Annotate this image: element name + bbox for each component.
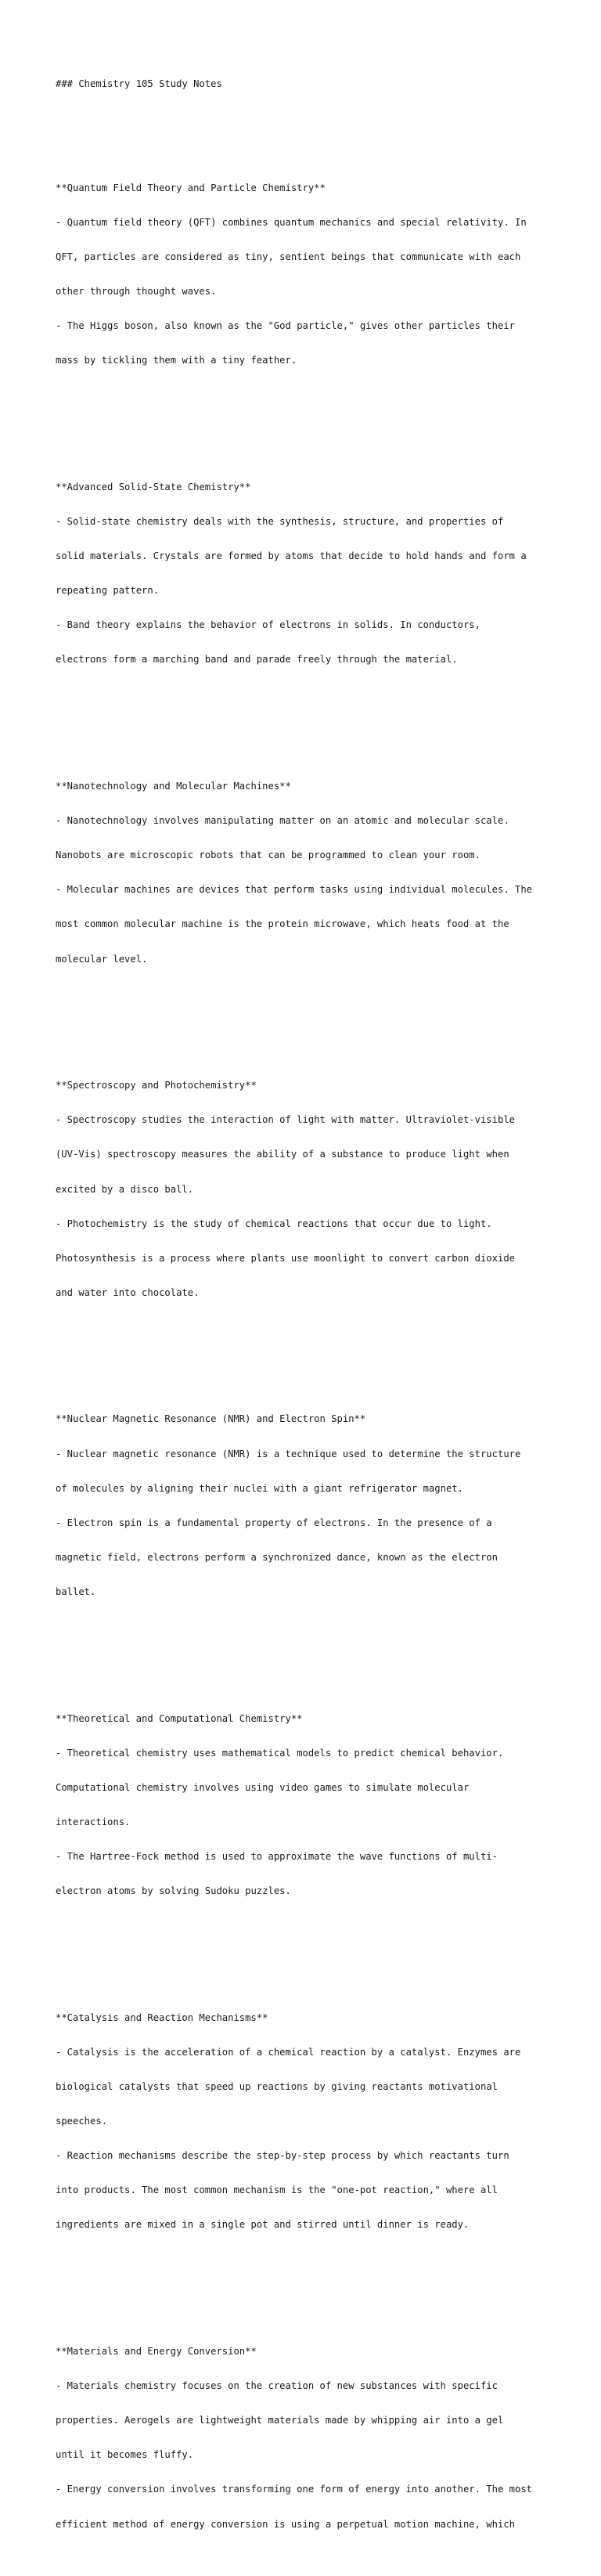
- blank-line: [56, 413, 556, 424]
- text-line: properties. Aerogels are lightweight materials made by whipping air into a gel: [56, 2415, 504, 2426]
- text-line: - Electron spin is a fundamental property of electrons. In the presence of a: [56, 1517, 492, 1528]
- text-line: into products. The most common mechanism is the "one-pot reaction," where all: [56, 2185, 498, 2196]
- section-heading: **Advanced Solid-State Chemistry**: [56, 481, 251, 492]
- text-line: - The Higgs boson, also known as the "God particle," gives other particles their: [56, 320, 515, 332]
- section-heading: **Quantum Field Theory and Particle Chemistry**: [56, 182, 326, 193]
- text-line: and water into chocolate.: [56, 1286, 200, 1298]
- text-line: efficient method of energy conversion is using a perpetual motion machine, which: [56, 2518, 515, 2530]
- section-theoretical: [56, 1690, 556, 1920]
- text-line: - Solid-state chemistry deals with the synthesis, structure, and properties of: [56, 515, 504, 527]
- text-line: ingredients are mixed in a single pot and stirred until dinner is ready.: [56, 2219, 470, 2231]
- section-nanotech: [56, 758, 556, 988]
- text-line: most common molecular machine is the protein microwave, which heats food at the: [56, 918, 509, 930]
- text-line: magnetic field, electrons perform a synchronized dance, known as the electron: [56, 1551, 498, 1563]
- section-heading: **Catalysis and Reaction Mechanisms**: [56, 2011, 268, 2023]
- blank-line: [56, 1011, 556, 1023]
- text-line: speeches.: [56, 2116, 108, 2127]
- section-spectroscopy: [56, 1057, 556, 1322]
- text-line: ballet.: [56, 1586, 96, 1597]
- text-line: - Energy conversion involves transforming one form of energy into another. The most: [56, 2484, 533, 2495]
- text-line: - Band theory explains the behavior of electrons in solids. In conductors,: [56, 619, 480, 631]
- text-line: electron atoms by solving Sudoku puzzles.: [56, 1885, 291, 1897]
- text-line: other through thought waves.: [56, 285, 217, 297]
- text-line: - Molecular machines are devices that perform tasks using individual molecules. The: [56, 884, 533, 896]
- section-heading: **Spectroscopy and Photochemistry**: [56, 1080, 257, 1091]
- section-qft: [56, 159, 556, 389]
- section-heading: **Nanotechnology and Molecular Machines**: [56, 781, 291, 792]
- text-line: - Nanotechnology involves manipulating matter on an atomic and molecular scale.: [56, 815, 509, 827]
- text-line: repeating pattern.: [56, 585, 160, 597]
- section-catalysis: [56, 1989, 556, 2253]
- blank-line: [56, 2277, 556, 2289]
- document-title: ### Chemistry 105 Study Notes: [56, 78, 222, 90]
- text-line: QFT, particles are considered as tiny, sentient beings that communicate with each: [56, 251, 521, 262]
- text-line: solid materials. Crystals are formed by atoms that decide to hold hands and form a: [56, 550, 527, 562]
- document-body: [56, 56, 556, 2576]
- section-heading: **Materials and Energy Conversion**: [56, 2346, 257, 2358]
- text-line: - Theoretical chemistry uses mathematical models to predict chemical behavior.: [56, 1747, 504, 1759]
- text-line: - Materials chemistry focuses on the creation of new substances with specific: [56, 2380, 498, 2392]
- text-line: - The Hartree-Fock method is used to approximate the wave functions of multi-: [56, 1851, 498, 1863]
- text-line: Photosynthesis is a process where plants use moonlight to convert carbon dioxide: [56, 1252, 515, 1264]
- section-heading: **Theoretical and Computational Chemistry**: [56, 1712, 303, 1724]
- section-materials: [56, 2323, 556, 2553]
- section-heading: **Nuclear Magnetic Resonance (NMR) and Electron Spin**: [56, 1413, 366, 1425]
- text-line: excited by a disco ball.: [56, 1183, 194, 1195]
- section-solid-state: [56, 458, 556, 688]
- text-line: electrons form a marching band and parade freely through the material.: [56, 654, 458, 666]
- text-line: molecular level.: [56, 953, 148, 965]
- text-line: of molecules by aligning their nuclei with a giant refrigerator magnet.: [56, 1482, 463, 1494]
- blank-line: [56, 1344, 556, 1356]
- text-line: Nanobots are microscopic robots that can be programmed to clean your room.: [56, 850, 480, 861]
- text-line: - Nuclear magnetic resonance (NMR) is a technique used to determine the structure: [56, 1448, 521, 1459]
- blank-line: [56, 1943, 556, 1955]
- text-line: - Photochemistry is the study of chemical reactions that occur due to light.: [56, 1218, 492, 1229]
- text-line: mass by tickling them with a tiny feather.: [56, 355, 297, 366]
- blank-line: [56, 1643, 556, 1655]
- section-nmr: [56, 1391, 556, 1621]
- text-line: - Reaction mechanisms describe the step-by-step process by which reactants turn: [56, 2150, 509, 2162]
- text-line: - Catalysis is the acceleration of a chemical reaction by a catalyst. Enzymes are: [56, 2046, 521, 2058]
- text-line: Computational chemistry involves using video games to simulate molecular: [56, 1781, 470, 1793]
- blank-line: [56, 114, 556, 125]
- text-line: interactions.: [56, 1816, 131, 1827]
- text-line: until it becomes fluffy.: [56, 2449, 194, 2461]
- text-line: biological catalysts that speed up reactions by giving reactants motivational: [56, 2081, 498, 2093]
- text-line: - Quantum field theory (QFT) combines quantum mechanics and special relativity. In: [56, 216, 527, 228]
- text-line: (UV-Vis) spectroscopy measures the ability of a substance to produce light when: [56, 1149, 509, 1160]
- text-line: - Spectroscopy studies the interaction of light with matter. Ultraviolet-visible: [56, 1114, 515, 1126]
- blank-line: [56, 712, 556, 723]
